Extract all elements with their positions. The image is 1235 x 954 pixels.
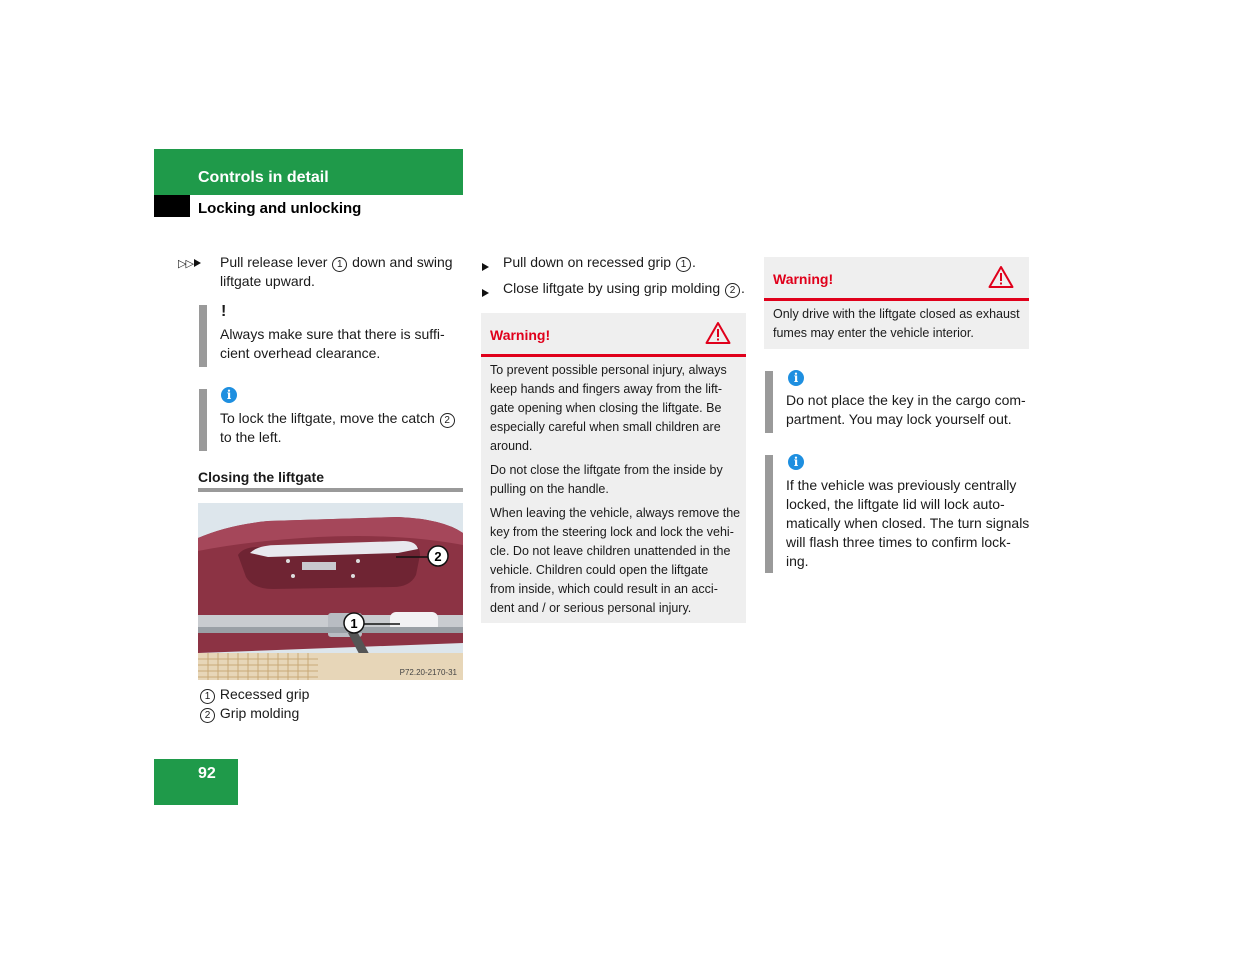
- info-text-key-cargo: [786, 391, 1036, 429]
- info-icon: i: [788, 370, 804, 386]
- caution-text: Always make sure that there is suffi- cient overhead clearance.: [220, 326, 445, 361]
- warning-box-injury: [481, 313, 746, 623]
- text-line: Only drive with the liftgate closed as exhaust: [773, 307, 1020, 321]
- closing-liftgate-heading: Closing the liftgate: [198, 469, 324, 485]
- text-line: dent and / or serious personal injury.: [490, 601, 692, 615]
- text-line: locked, the liftgate lid will lock auto-: [786, 496, 1005, 512]
- info-icon: i: [788, 454, 804, 470]
- callout-number: 2: [440, 413, 455, 428]
- warning-title: Warning!: [773, 271, 834, 287]
- section-title: Controls in detail: [198, 169, 329, 186]
- text-line: key from the steering lock and lock the vehi-: [490, 525, 734, 539]
- text-line: Do not place the key in the cargo com-: [786, 392, 1026, 408]
- text-line: Do not close the liftgate from the inside by: [490, 463, 723, 477]
- text-line: partment. You may lock yourself out.: [786, 411, 1012, 427]
- text-line: cle. Do not leave children unattended in the: [490, 544, 731, 558]
- liftgate-drawing: [198, 503, 463, 680]
- caution-icon: !: [221, 303, 227, 320]
- warning-triangle-icon: [705, 321, 731, 345]
- warning-triangle-icon: [988, 265, 1014, 289]
- text-line: from inside, which could result in an acci-: [490, 582, 718, 596]
- legend-item: 1 Recessed grip: [199, 685, 309, 704]
- info-icon: i: [221, 387, 237, 403]
- text-line: fumes may enter the vehicle interior.: [773, 326, 974, 340]
- info-bar: [199, 389, 207, 451]
- caution-bar: [199, 305, 207, 367]
- svg-text:1: 1: [350, 616, 358, 631]
- warning-text: [490, 361, 742, 456]
- liftgate-illustration: [198, 503, 463, 680]
- step-pull-release-lever: Pull release lever 1 down and swing liftgate upward.: [220, 254, 453, 289]
- text-line: pulling on the handle.: [490, 482, 609, 496]
- text-line: ing.: [786, 553, 809, 569]
- warning-box-exhaust: [764, 257, 1029, 349]
- subsection-title: Locking and unlocking: [198, 200, 362, 217]
- warning-title: Warning!: [490, 327, 551, 343]
- figure-code: P72.20-2170-31: [399, 668, 457, 677]
- step-close-liftgate: Close liftgate by using grip molding 2 .: [503, 280, 745, 296]
- legend-item: 2 Grip molding: [199, 704, 299, 723]
- svg-text:2: 2: [434, 549, 442, 564]
- warning-text: [490, 504, 742, 618]
- text-line: If the vehicle was previously centrally: [786, 477, 1017, 493]
- warning-rule: [764, 298, 1029, 301]
- page-number-tab: [154, 759, 238, 805]
- info-bar: [765, 455, 773, 573]
- callout-number: 1: [332, 257, 347, 272]
- text-line: especially careful when small children are: [490, 420, 721, 434]
- warning-rule: [481, 354, 746, 357]
- heading-rule: [198, 488, 463, 492]
- info-text-lock-liftgate: To lock the liftgate, move the catch 2 to the left.: [220, 409, 465, 447]
- text-line: keep hands and fingers away from the lift-: [490, 382, 723, 396]
- warning-text: [490, 461, 742, 499]
- header-marker: [154, 195, 190, 217]
- info-text-central-lock: [786, 476, 1036, 571]
- warning-text: [773, 305, 1025, 343]
- text-line: gate opening when closing the liftgate. Be: [490, 401, 722, 415]
- info-bar: [765, 371, 773, 433]
- continued-marker: ▷▷: [178, 253, 201, 274]
- bullet-arrow: [482, 284, 489, 302]
- page-number: 92: [198, 765, 216, 782]
- text-line: When leaving the vehicle, always remove the: [490, 506, 741, 520]
- text-line: around.: [490, 439, 533, 453]
- text-line: To prevent possible personal injury, always: [490, 363, 727, 377]
- text-line: matically when closed. The turn signals: [786, 515, 1030, 531]
- bullet-arrow: [482, 258, 489, 276]
- text-line: will flash three times to confirm lock-: [786, 534, 1011, 550]
- step-pull-down-grip: Pull down on recessed grip 1 .: [503, 254, 696, 270]
- text-line: vehicle. Children could open the liftgate: [490, 563, 709, 577]
